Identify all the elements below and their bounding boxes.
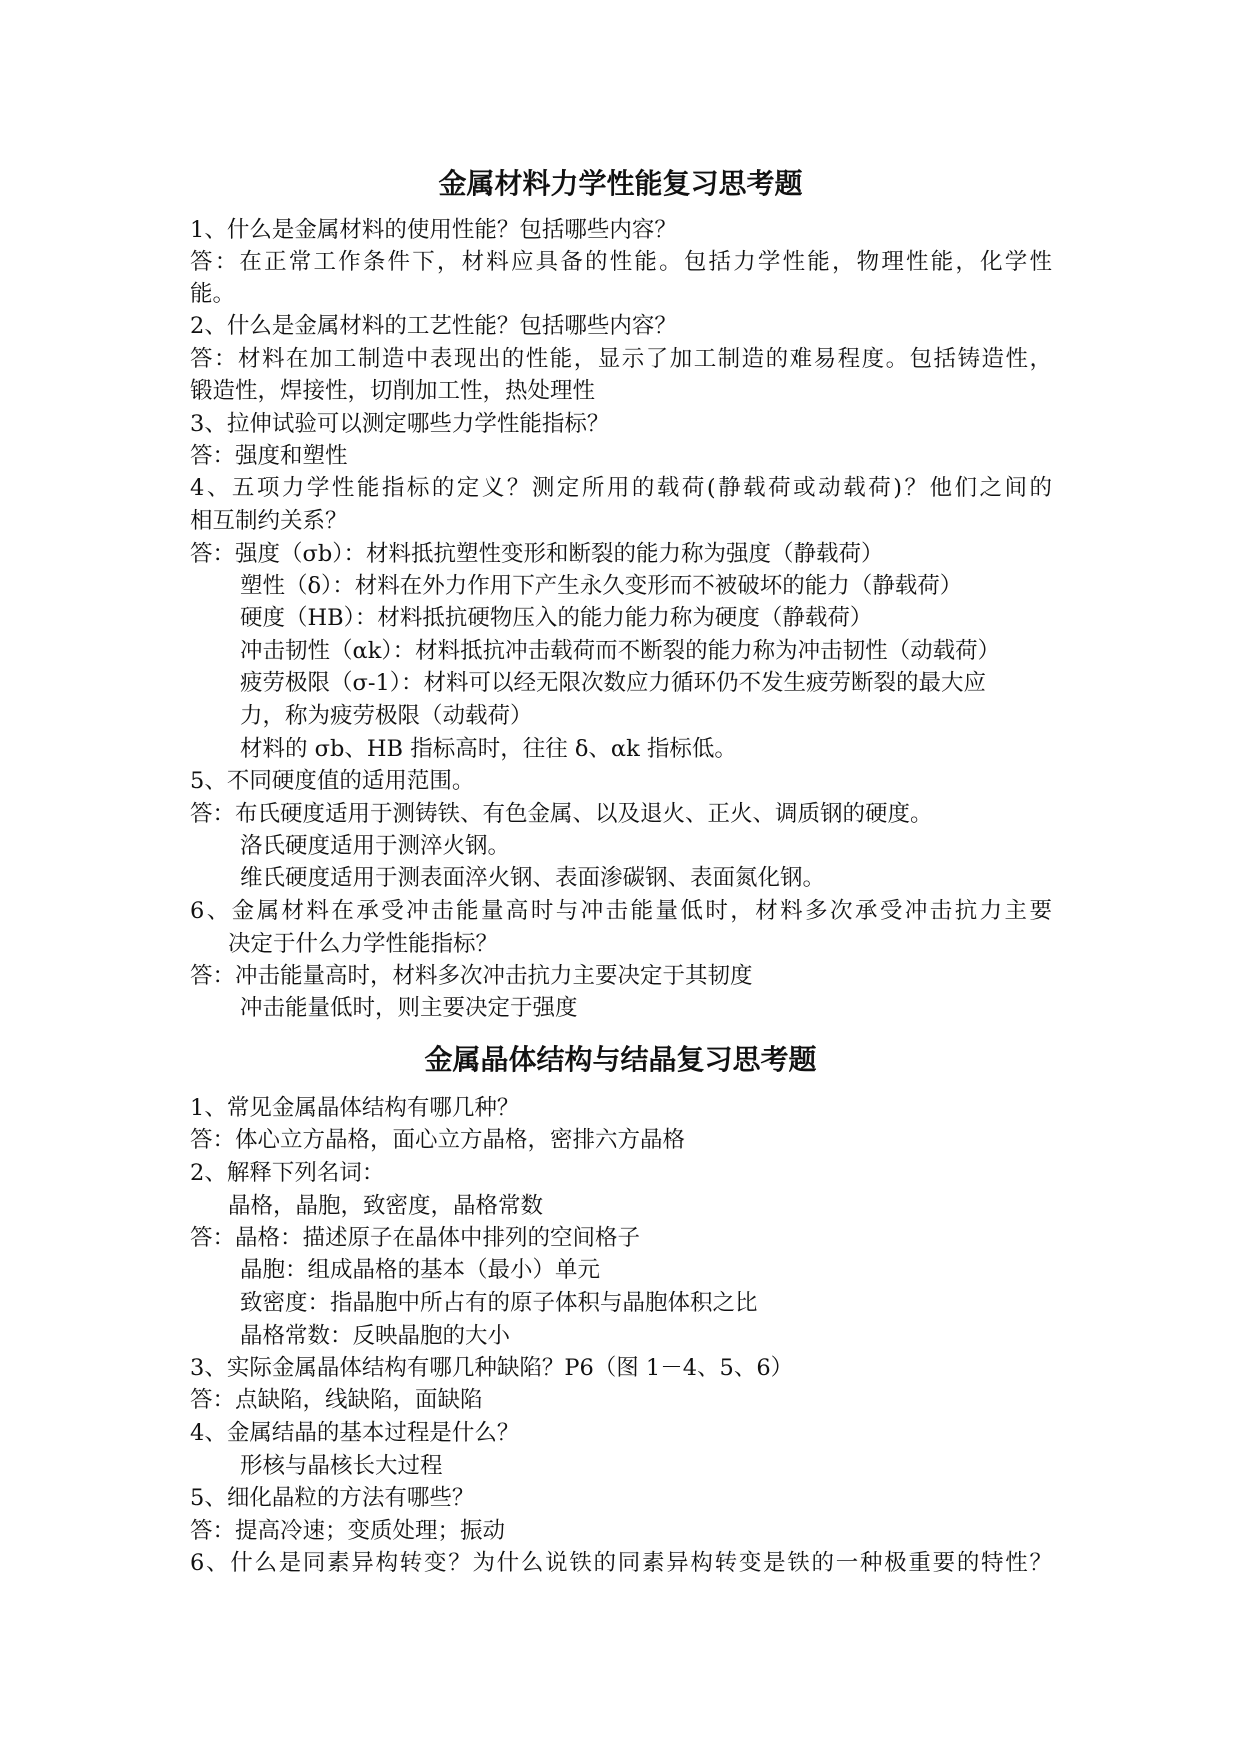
answer-3: 答：强度和塑性: [190, 443, 348, 469]
s2-answer-2-packing: 致密度：指晶胞中所占有的原子体积与晶胞体积之比: [240, 1290, 758, 1316]
answer-2: 答：材料在加工制造中表现出的性能，显示了加工制造的难易程度。包括铸造性，: [190, 346, 1052, 372]
question-2: 2、什么是金属材料的工艺性能？包括哪些内容？: [190, 313, 677, 339]
s2-answer-2-unit-cell: 晶胞：组成晶格的基本（最小）单元: [240, 1257, 601, 1283]
s2-question-2-terms: 晶格，晶胞，致密度，晶格常数: [228, 1193, 544, 1219]
question-3: 3、拉伸试验可以测定哪些力学性能指标？: [190, 411, 610, 437]
answer-6-high: 答：冲击能量高时，材料多次冲击抗力主要决定于其韧度: [190, 963, 753, 989]
question-6-cont: 决定于什么力学性能指标？: [228, 931, 499, 957]
s2-question-4: 4、金属结晶的基本过程是什么？: [190, 1420, 520, 1446]
s2-question-3: 3、实际金属晶体结构有哪几种缺陷？P6（图 1－4、5、6）: [190, 1355, 794, 1381]
answer-4-fatigue-limit-cont: 力，称为疲劳极限（动载荷）: [240, 703, 533, 729]
question-5: 5、不同硬度值的适用范围。: [190, 768, 475, 794]
answer-1: 答：在正常工作条件下，材料应具备的性能。包括力学性能，物理性能，化学性: [190, 249, 1052, 275]
s2-question-1: 1、常见金属晶体结构有哪几种？: [190, 1095, 520, 1121]
answer-5-brinell: 答：布氏硬度适用于测铸铁、有色金属、以及退火、正火、调质钢的硬度。: [190, 801, 933, 827]
s2-answer-2-lattice: 答：晶格：描述原子在晶体中排列的空间格子: [190, 1225, 641, 1251]
answer-1-cont: 能。: [190, 281, 236, 307]
s2-question-6: 6、什么是同素异构转变？为什么说铁的同素异构转变是铁的一种极重要的特性？: [190, 1550, 1052, 1576]
s2-answer-2-lattice-constant: 晶格常数：反映晶胞的大小: [240, 1323, 511, 1349]
answer-4-impact-toughness: 冲击韧性（αk）：材料抵抗冲击载荷而不断裂的能力称为冲击韧性（动载荷）: [240, 638, 1001, 664]
question-4: 4、五项力学性能指标的定义？测定所用的载荷(静载荷或动载荷)？他们之间的: [190, 475, 1052, 501]
question-1: 1、什么是金属材料的使用性能？包括哪些内容？: [190, 217, 677, 243]
answer-6-low: 冲击能量低时，则主要决定于强度: [240, 995, 578, 1021]
section-title-crystal-structure: 金属晶体结构与结晶复习思考题: [424, 1043, 817, 1076]
answer-5-vickers: 维氏硬度适用于测表面淬火钢、表面渗碳钢、表面氮化钢。: [240, 865, 826, 891]
answer-4-hardness: 硬度（HB）：材料抵抗硬物压入的能力能力称为硬度（静载荷）: [240, 605, 873, 631]
s2-answer-1: 答：体心立方晶格，面心立方晶格，密排六方晶格: [190, 1127, 686, 1153]
s2-answer-4: 形核与晶核长大过程: [240, 1453, 443, 1479]
question-4-cont: 相互制约关系？: [190, 508, 348, 534]
question-6: 6、金属材料在承受冲击能量高时与冲击能量低时，材料多次承受冲击抗力主要: [190, 898, 1052, 924]
answer-4-fatigue-limit: 疲劳极限（σ-1）：材料可以经无限次数应力循环仍不发生疲劳断裂的最大应: [240, 670, 987, 696]
s2-question-5: 5、细化晶粒的方法有哪些？: [190, 1485, 475, 1511]
section-title-mechanical-properties: 金属材料力学性能复习思考题: [438, 167, 803, 200]
s2-answer-5: 答：提高冷速；变质处理；振动: [190, 1518, 506, 1544]
s2-question-2: 2、解释下列名词：: [190, 1160, 385, 1186]
answer-4-relation: 材料的 σb、HB 指标高时，往往 δ、αk 指标低。: [240, 736, 737, 762]
answer-4-plasticity: 塑性（δ）：材料在外力作用下产生永久变形而不被破坏的能力（静载荷）: [240, 573, 963, 599]
answer-4-strength: 答：强度（σb）：材料抵抗塑性变形和断裂的能力称为强度（静载荷）: [190, 541, 884, 567]
s2-answer-3: 答：点缺陷，线缺陷，面缺陷: [190, 1387, 483, 1413]
answer-5-rockwell: 洛氏硬度适用于测淬火钢。: [240, 833, 511, 859]
answer-2-cont: 锻造性，焊接性，切削加工性，热处理性: [190, 378, 596, 404]
